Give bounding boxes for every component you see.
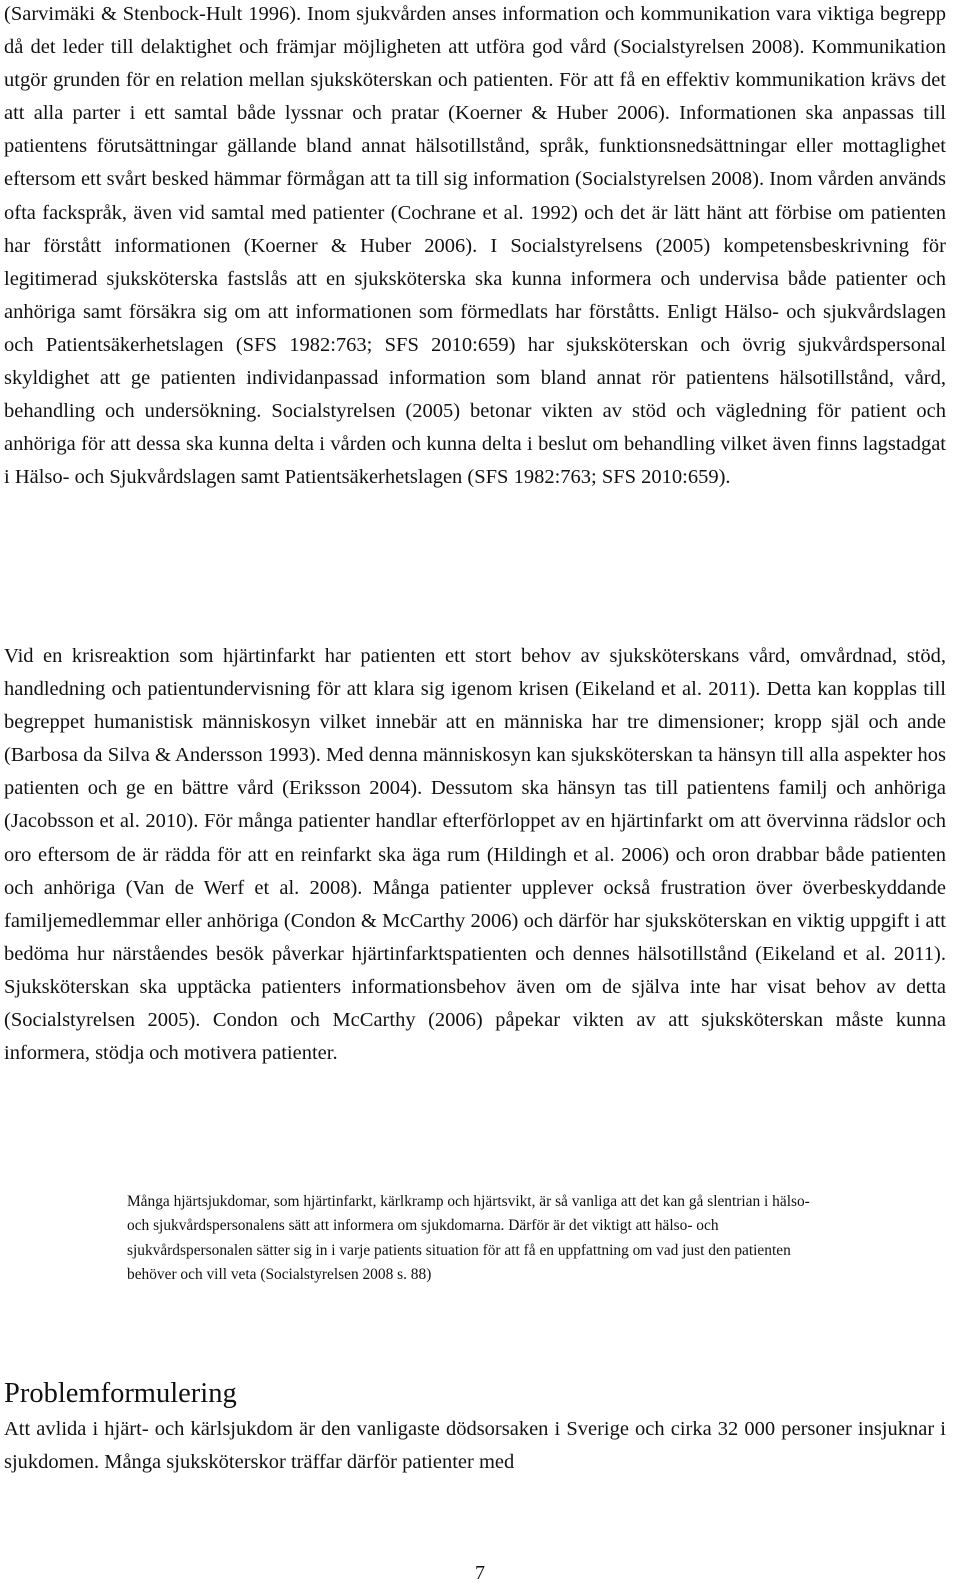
body-paragraph-3: Att avlida i hjärt- och kärlsjukdom är den vanligaste dödsorsaken i Sverige och cirka 32 000 personer insjuknar i sjukdomen. Många sjuksköterskor träffar därför patienter med xyxy=(4,1418,946,1474)
block-quote: Många hjärtsjukdomar, som hjärtinfarkt, kärlkramp och hjärtsvikt, är så vanliga att det kan gå slentrian i hälso- och sjukvårdspersonalens sätt att informera om sjukdomarna. Därför är det viktigt att hälso- och sjukvårdspersonalen sätter sig in i varje patients situation för att få en uppfattning om vad just den patienten behöver och vill veta (Socialstyrelsen 2008 s. 88) xyxy=(127,1193,810,1283)
section-heading: Problemformulering xyxy=(4,1378,237,1409)
body-paragraph-2: Vid en krisreaktion som hjärtinfarkt har patienten ett stort behov av sjuksköterskans vård, omvårdnad, stöd, handledning och patientundervisning för att klara sig igenom krisen (Eikeland et al. 2011). Detta kan kopplas till begreppet humanistisk människosyn vilket innebär att en människa har tre dimensioner; kropp själ och ande (Barbosa da Silva & Andersson 1993). Med denna människosyn kan sjuksköterskan ta hänsyn till alla aspekter hos patienten och ge en bättre vård (Eriksson 2004). Dessutom ska hänsyn tas till patientens familj och anhöriga (Jacobsson et al. 2010). För många patienter handlar efterförloppet av en hjärtinfarkt om att övervinna rädslor och oro eftersom de är rädda för att en reinfarkt ska äga rum (Hildingh et al. 2006) och oron drabbar både patienten och anhöriga (Van de Werf et al. 2008). Många patienter upplever också frustration över överbeskyddande familjemedlemmar eller anhöriga (Condon & McCarthy 2006) och därför har sjuksköterskan en viktig uppgift i att bedöma hur närståendes besök påverkar hjärtinfarktspatienten och dennes hälsotillstånd (Eikeland et al. 2011). Sjuksköterskan ska upptäcka patienters informationsbehov även om de själva inte har visat behov av detta (Socialstyrelsen 2005). Condon och McCarthy (2006) påpekar vikten av att sjuksköterskan måste kunna informera, stödja och motivera patienter. xyxy=(4,645,946,1065)
page-number: 7 xyxy=(475,1562,485,1584)
body-paragraph-1: (Sarvimäki & Stenbock-Hult 1996). Inom sjukvården anses information och kommunikation vara viktiga begrepp då det leder till delaktighet och främjar möjligheten att utföra god vård (Socialstyrelsen 2008). Kommunikation utgör grunden för en relation mellan sjuksköterskan och patienten. För att få en effektiv kommunikation krävs det att alla parter i ett samtal både lyssnar och pratar (Koerner & Huber 2006). Informationen ska anpassas till patientens förutsättningar gällande bland annat hälsotillstånd, språk, funktionsnedsättningar eller mottaglighet eftersom ett svårt besked hämmar förmågan att ta till sig information (Socialstyrelsen 2008). Inom vården används ofta fackspråk, även vid samtal med patienter (Cochrane et al. 1992) och det är lätt hänt att förbise om patienten har förstått informationen (Koerner & Huber 2006). I Socialstyrelsens (2005) kompetensbeskrivning för legitimerad sjuksköterska fastslås att en sjuksköterska ska kunna informera och undervisa både patienter och anhöriga samt försäkra sig om att informationen som förmedlats har förståtts. Enligt Hälso- och sjukvårdslagen och Patientsäkerhetslagen (SFS 1982:763; SFS 2010:659) har sjuksköterskan och övrig sjukvårdspersonal skyldighet att ge patienten individanpassad information som bland annat rör patientens hälsotillstånd, vård, behandling och undersökning. Socialstyrelsen (2005) betonar vikten av stöd och vägledning för patient och anhöriga för att dessa ska kunna delta i vården och kunna delta i beslut om behandling vilket även finns lagstadgat i Hälso- och Sjukvårdslagen samt Patientsäkerhetslagen (SFS 1982:763; SFS 2010:659). xyxy=(4,3,946,489)
